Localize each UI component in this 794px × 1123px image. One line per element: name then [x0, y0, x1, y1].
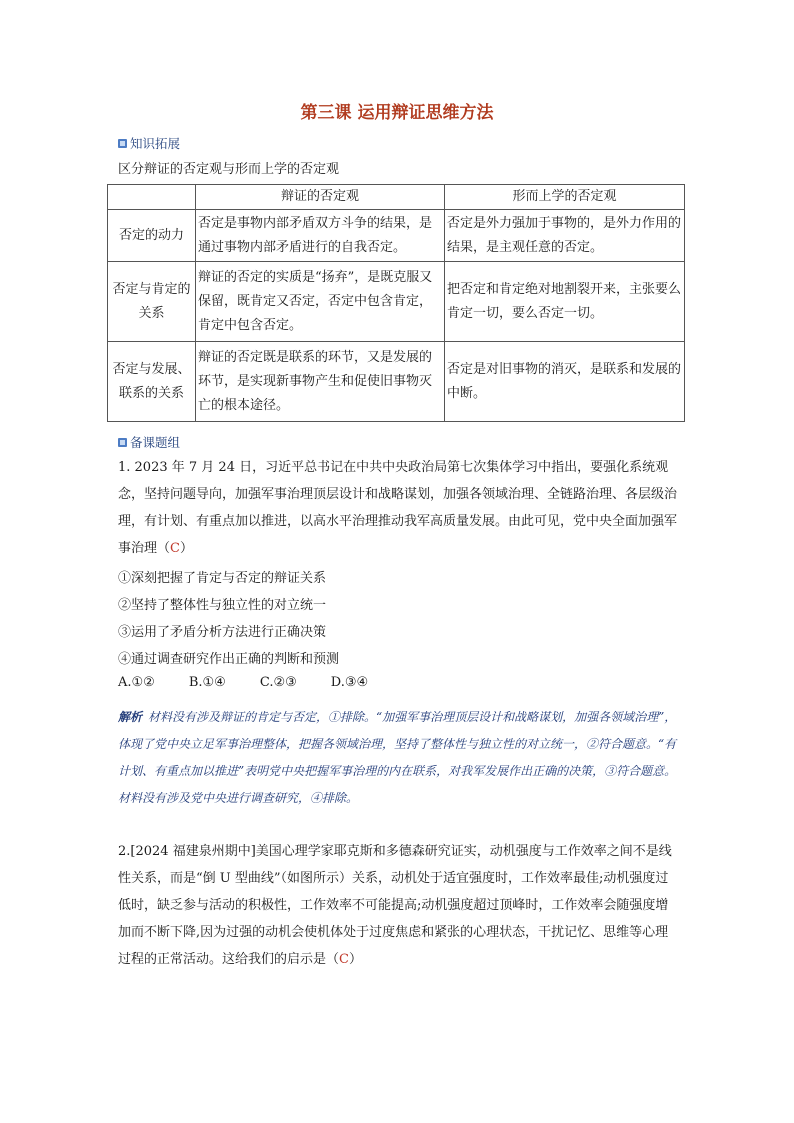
- table-title: 区分辩证的否定观与形而上学的否定观: [118, 162, 340, 177]
- question-text-end: ）: [348, 952, 362, 967]
- question-1-option: ②坚持了整体性与独立性的对立统一: [118, 598, 327, 613]
- answer-mark: C: [170, 541, 180, 556]
- row-label: 否定与肯定的关系: [108, 262, 196, 342]
- section-label: 备课题组: [130, 435, 181, 450]
- table-row: [108, 210, 685, 262]
- table-row: [108, 342, 685, 422]
- comparison-table: [107, 184, 685, 422]
- table-header-cell: [108, 185, 196, 210]
- question-1-stem: [118, 454, 678, 562]
- analysis-label: 解析: [118, 710, 143, 724]
- question-1-analysis: [118, 704, 678, 812]
- metaphysical-cell: 否定是对旧事物的消灭，是联系和发展的中断。: [445, 342, 685, 422]
- dialectical-cell: 辩证的否定既是联系的环节，又是发展的环节，是实现新事物产生和促使旧事物灭亡的根本途径。: [196, 342, 445, 422]
- question-1-option: ③运用了矛盾分析方法进行正确决策: [118, 625, 327, 640]
- question-2-stem: [118, 838, 678, 973]
- dialectical-cell: 辩证的否定的实质是“扬弃”，是既克服又保留，既肯定又否定，否定中包含肯定，肯定中包含否定。: [196, 262, 445, 342]
- page-title: 第三课 运用辩证思维方法: [300, 103, 494, 123]
- question-text: 1. 2023 年 7 月 24 日，习近平总书记在中共中央政治局第七次集体学习中指出，要强化系统观念，坚持问题导向，加强军事治理顶层设计和战略谋划，加强各领域治理、全链路治理、各层级治理，有计划、有重点加以推进，以高水平治理推动我军高质量发展。由此可见，党中央全面加强军事治理（: [118, 460, 678, 556]
- section-marker-icon: [118, 139, 127, 148]
- choice-c: C.②③: [259, 675, 297, 690]
- choice-b: B.①④: [188, 675, 226, 690]
- answer-mark: C: [339, 952, 349, 967]
- metaphysical-cell: 把否定和肯定绝对地割裂开来，主张要么肯定一切，要么否定一切。: [445, 262, 685, 342]
- question-1-choices: [118, 675, 368, 690]
- row-label: 否定与发展、联系的关系: [108, 342, 196, 422]
- table-header-row: [108, 185, 685, 210]
- section-knowledge-extension: [118, 134, 180, 152]
- table-header-cell: 辩证的否定观: [196, 185, 445, 210]
- metaphysical-cell: 否定是外力强加于事物的，是外力作用的结果，是主观任意的否定。: [445, 210, 685, 262]
- analysis-text: 材料没有涉及辩证的肯定与否定，①排除。“加强军事治理顶层设计和战略谋划，加强各领域治理”，体现了党中央立足军事治理整体，把握各领域治理，坚持了整体性与独立性的对立统一，②符合题意。“有计划、有重点加以推进”表明党中央把握军事治理的内在联系，对我军发展作出正确的决策，③符合题意。材料没有涉及党中央进行调查研究，④排除。: [118, 710, 677, 805]
- question-1-option: ④通过调查研究作出正确的判断和预测: [118, 652, 340, 667]
- table-row: [108, 262, 685, 342]
- section-marker-icon: [118, 438, 127, 447]
- dialectical-cell: 否定是事物内部矛盾双方斗争的结果，是通过事物内部矛盾进行的自我否定。: [196, 210, 445, 262]
- section-lesson-questions: [118, 433, 180, 451]
- choice-d: D.③④: [330, 675, 369, 690]
- choice-a: A.①②: [118, 675, 155, 690]
- question-text: 2.[2024 福建泉州期中]美国心理学家耶克斯和多德森研究证实，动机强度与工作效率之间不是线性关系，而是“倒 U 型曲线”（如图所示）关系，动机处于适宜强度时，工作效率最佳;动机强度过低时，缺乏参与活动的积极性，工作效率不可能提高;动机强度超过顶峰时，工作效率会随强度增加而不断下降,因为过强的动机会使机体处于过度焦虑和紧张的心理状态，干扰记忆、思维等心理过程的正常活动。这给我们的启示是（: [118, 844, 672, 967]
- row-label: 否定的动力: [108, 210, 196, 262]
- section-label: 知识拓展: [130, 136, 181, 151]
- table-header-cell: 形而上学的否定观: [445, 185, 685, 210]
- question-1-option: ①深刻把握了肯定与否定的辩证关系: [118, 571, 327, 586]
- question-text-end: ）: [179, 541, 193, 556]
